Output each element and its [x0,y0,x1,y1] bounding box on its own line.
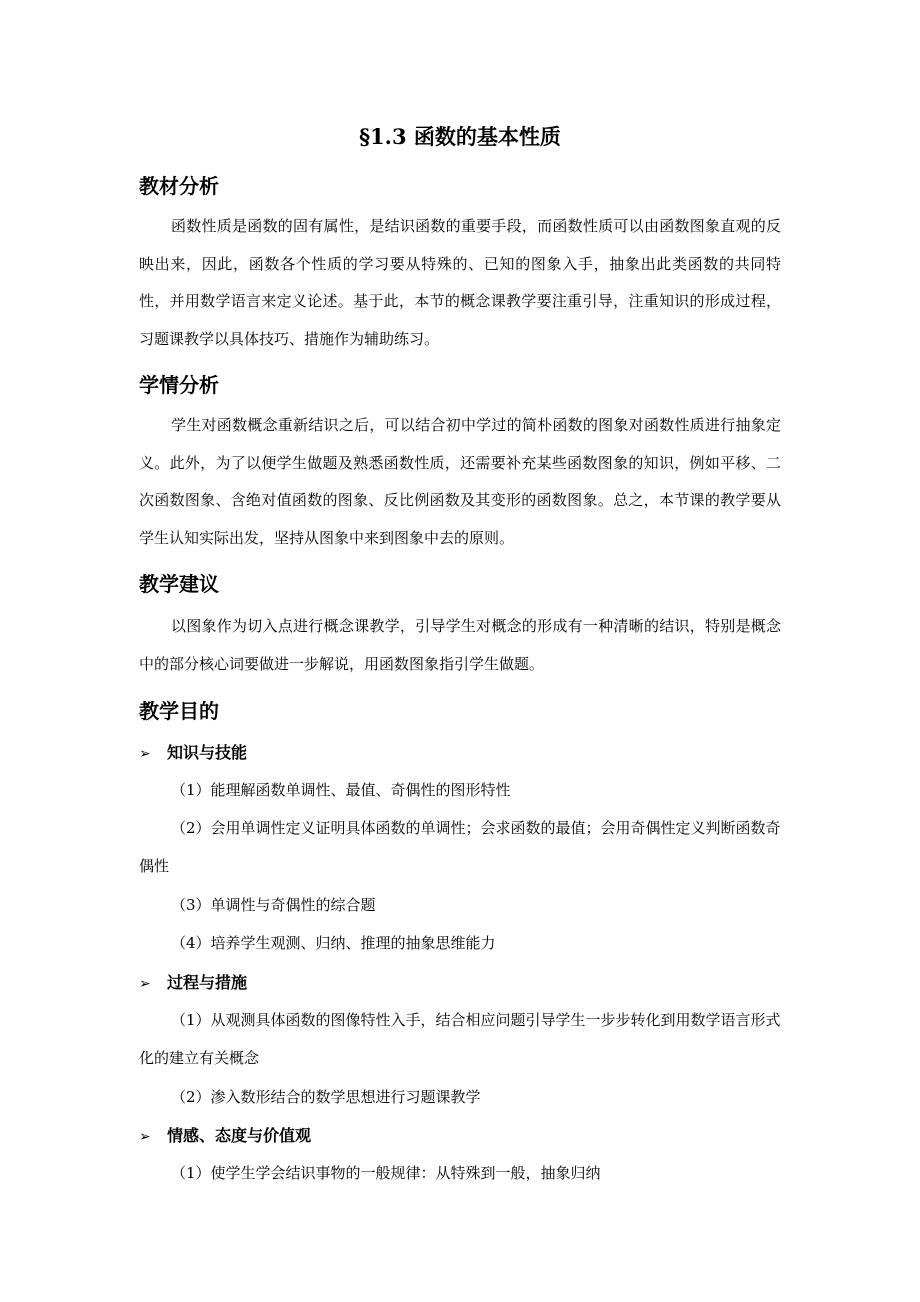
section-heading-students: 学情分析 [139,373,219,397]
section-heading-goals: 教学目的 [139,699,219,723]
page-title: §1.3 函数的基本性质 [359,124,561,149]
arrow-bullet-icon: ➢ [139,746,151,762]
goal-group-attitude [139,1124,311,1149]
section-text-students: 学生对函数概念重新结识之后，可以结合初中学过的简朴函数的图象对函数性质进行抽象定义。此外，为了以便学生做题及熟悉函数性质，还需要补充某些函数图象的知识，例如平移、二次函数图象、含绝对值函数的图象、反比例函数及其变形的函数图象。总之，本节课的教学要从学生认知实际出发，坚持从图象中来到图象中去的原则。 [139,416,781,547]
goal-item: （1）能理解函数单调性、最值、奇偶性的图形特性 [171,781,511,799]
section-text-suggestion: 以图象作为切入点进行概念课教学，引导学生对概念的形成有一种清晰的结识，特别是概念中的部分核心词要做进一步解说，用函数图象指引学生做题。 [139,617,781,673]
arrow-bullet-icon: ➢ [139,1129,151,1145]
goal-item: （1）从观测具体函数的图像特性入手，结合相应问题引导学生一步步转化到用数学语言形式化的建立有关概念 [139,1011,781,1067]
goal-group-heading: 过程与措施 [167,973,248,992]
goal-group-knowledge [139,741,247,766]
goal-group-heading: 知识与技能 [167,743,248,762]
goal-item: （2）会用单调性定义证明具体函数的单调性；会求函数的最值；会用奇偶性定义判断函数奇偶性 [139,819,781,875]
section-text-textbook: 函数性质是函数的固有属性，是结识函数的重要手段，而函数性质可以由函数图象直观的反映出来，因此，函数各个性质的学习要从特殊的、已知的图象入手，抽象出此类函数的共同特性，并用数学语言来定义论述。基于此，本节的概念课教学要注重引导，注重知识的形成过程，习题课教学以具体技巧、措施作为辅助练习。 [139,217,781,348]
section-heading-suggestion: 教学建议 [139,572,219,596]
arrow-bullet-icon: ➢ [139,976,151,992]
goal-item: （2）渗入数形结合的数学思想进行习题课教学 [171,1088,481,1106]
goal-group-process [139,971,247,996]
goal-group-heading: 情感、态度与价值观 [167,1126,312,1145]
goal-item: （3）单调性与奇偶性的综合题 [171,896,376,914]
section-heading-textbook: 教材分析 [139,174,219,198]
goal-item: （4）培养学生观测、归纳、推理的抽象思维能力 [171,934,496,952]
goal-item: （1）使学生学会结识事物的一般规律：从特殊到一般，抽象归纳 [171,1164,601,1182]
